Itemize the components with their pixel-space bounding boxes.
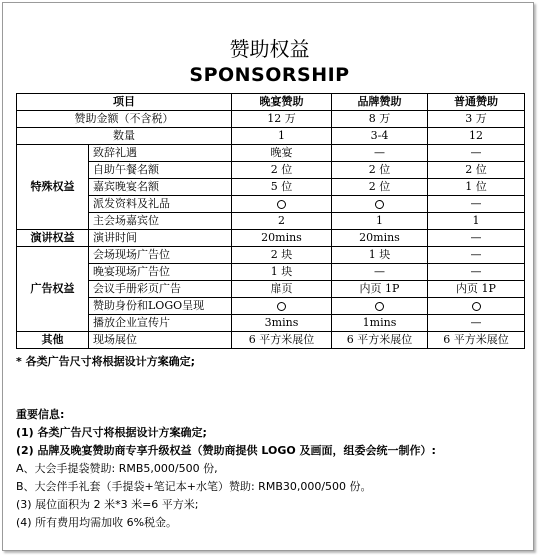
benefit-cell-empty: — xyxy=(428,230,525,247)
header-regular-sponsor: 普通赞助 xyxy=(428,94,525,111)
circle-icon xyxy=(375,302,384,311)
benefit-cell-empty: — xyxy=(428,145,525,162)
benefit-cell-empty: — xyxy=(428,264,525,281)
table-row xyxy=(17,213,525,230)
table-row xyxy=(17,179,525,196)
info-line: B、大会伴手礼套（手提袋+笔记本+水笔）赞助: RMB30,000/500 份。 xyxy=(16,480,372,493)
table-row xyxy=(17,264,525,281)
benefit-cell: 20mins xyxy=(332,230,428,247)
benefit-label: 播放企业宣传片 xyxy=(89,315,232,332)
benefit-label: 致辞礼遇 xyxy=(89,145,232,162)
benefit-cell xyxy=(428,298,525,315)
benefit-cell: 2 位 xyxy=(332,179,428,196)
benefit-cell-empty: — xyxy=(428,196,525,213)
info-heading: 重要信息: xyxy=(16,408,65,421)
category-cell: 其他 xyxy=(17,332,89,349)
page-title-cn: 赞助权益 xyxy=(229,37,310,61)
amount-cell: 12 万 xyxy=(232,111,332,128)
benefit-label: 会场现场广告位 xyxy=(89,247,232,264)
table-row xyxy=(17,315,525,332)
amount-cell: 8 万 xyxy=(332,111,428,128)
count-label: 数量 xyxy=(17,128,232,145)
benefit-cell: 1 块 xyxy=(232,264,332,281)
benefit-cell: 2 位 xyxy=(428,162,525,179)
benefit-cell-empty: — xyxy=(428,315,525,332)
count-row xyxy=(17,128,525,145)
count-cell: 3-4 xyxy=(332,128,428,145)
benefit-cell-empty: — xyxy=(332,145,428,162)
benefit-label: 自助午餐名额 xyxy=(89,162,232,179)
benefit-cell: 6 平方米展位 xyxy=(232,332,332,349)
benefit-label: 会议手册彩页广告 xyxy=(89,281,232,298)
benefit-cell: 1mins xyxy=(332,315,428,332)
benefit-label: 嘉宾晚宴名额 xyxy=(89,179,232,196)
benefit-cell: 1 xyxy=(332,213,428,230)
benefit-cell: 内页 1P xyxy=(332,281,428,298)
table-row xyxy=(17,298,525,315)
benefit-cell xyxy=(332,298,428,315)
benefit-cell: 晚宴 xyxy=(232,145,332,162)
benefit-cell: 6 平方米展位 xyxy=(428,332,525,349)
header-dinner-sponsor: 晚宴赞助 xyxy=(232,94,332,111)
benefit-cell: 2 xyxy=(232,213,332,230)
header-brand-sponsor: 品牌赞助 xyxy=(332,94,428,111)
category-cell: 特殊权益 xyxy=(17,145,89,230)
count-cell: 1 xyxy=(232,128,332,145)
benefit-cell: 20mins xyxy=(232,230,332,247)
benefit-label: 赞助身份和LOGO呈现 xyxy=(89,298,232,315)
circle-icon xyxy=(375,200,384,209)
page-title-en: SPONSORSHIP xyxy=(189,64,350,86)
circle-icon xyxy=(472,302,481,311)
benefit-label: 现场展位 xyxy=(89,332,232,349)
circle-icon xyxy=(277,200,286,209)
table-row xyxy=(17,196,525,213)
table-footnote: * 各类广告尺寸将根据设计方案确定; xyxy=(16,355,195,368)
benefit-cell: 2 位 xyxy=(332,162,428,179)
amount-cell: 3 万 xyxy=(428,111,525,128)
amount-row xyxy=(17,111,525,128)
count-cell: 12 xyxy=(428,128,525,145)
table-row xyxy=(17,281,525,298)
benefit-label: 晚宴现场广告位 xyxy=(89,264,232,281)
important-info xyxy=(16,406,528,532)
info-line: A、大会手提袋赞助: RMB5,000/500 份, xyxy=(16,462,218,475)
info-line: (2) 品牌及晚宴赞助商专享升级权益（赞助商提供 LOGO 及画面，组委会统一制作）: xyxy=(16,444,436,457)
circle-icon xyxy=(277,302,286,311)
table-row xyxy=(17,247,525,264)
table-row xyxy=(17,332,525,349)
amount-label: 赞助金额（不含税） xyxy=(17,111,232,128)
header-item: 项目 xyxy=(17,94,232,111)
table-row xyxy=(17,230,525,247)
info-line: (4) 所有费用均需加收 6%税金。 xyxy=(16,516,178,529)
table-row xyxy=(17,162,525,179)
category-cell: 广告权益 xyxy=(17,247,89,332)
benefit-cell: 3mins xyxy=(232,315,332,332)
benefit-label: 主会场嘉宾位 xyxy=(89,213,232,230)
table-row xyxy=(17,145,525,162)
benefit-cell-empty: — xyxy=(332,264,428,281)
benefit-cell: 2 位 xyxy=(232,162,332,179)
info-line: (1) 各类广告尺寸将根据设计方案确定; xyxy=(16,426,207,439)
benefit-cell xyxy=(332,196,428,213)
benefit-cell: 1 xyxy=(428,213,525,230)
benefit-cell-empty: — xyxy=(428,247,525,264)
sponsorship-table xyxy=(16,93,525,349)
benefit-cell xyxy=(232,298,332,315)
benefit-cell: 1 块 xyxy=(332,247,428,264)
benefit-cell: 1 位 xyxy=(428,179,525,196)
category-cell: 演讲权益 xyxy=(17,230,89,247)
table-header-row xyxy=(17,94,525,111)
benefit-label: 演讲时间 xyxy=(89,230,232,247)
benefit-cell: 内页 1P xyxy=(428,281,525,298)
benefit-cell: 扉页 xyxy=(232,281,332,298)
benefit-label: 派发资料及礼品 xyxy=(89,196,232,213)
benefit-cell xyxy=(232,196,332,213)
info-line: (3) 展位面积为 2 米*3 米=6 平方米; xyxy=(16,498,199,511)
benefit-cell: 6 平方米展位 xyxy=(332,332,428,349)
benefit-cell: 5 位 xyxy=(232,179,332,196)
benefit-cell: 2 块 xyxy=(232,247,332,264)
